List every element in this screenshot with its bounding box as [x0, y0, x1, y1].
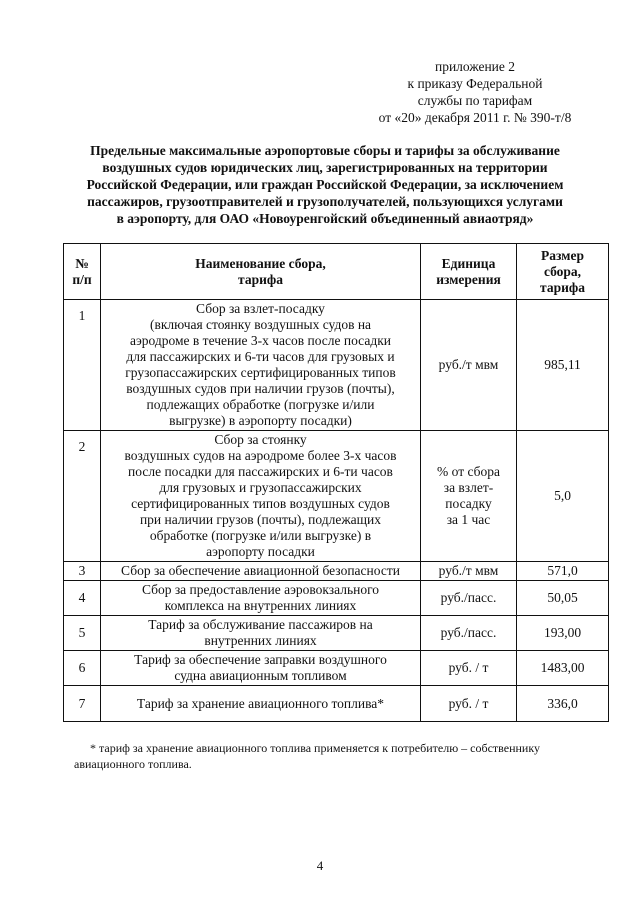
header-size: Размер сбора, тарифа	[517, 244, 609, 300]
row-unit: руб. / т	[421, 651, 517, 686]
title-line: Предельные максимальные аэропортовые сборы и тарифы за обслуживание	[90, 143, 560, 158]
row-value: 50,05	[517, 581, 609, 616]
row-number: 5	[64, 616, 101, 651]
appendix-line: приложение 2	[434, 59, 516, 74]
row-value: 193,00	[517, 616, 609, 651]
row-value: 1483,00	[517, 651, 609, 686]
table-row	[64, 431, 609, 562]
row-unit: руб. / т	[421, 686, 517, 722]
row-unit: руб./пасс.	[421, 581, 517, 616]
title-line: пассажиров, грузоотправителей и грузополучателей, пользующихся услугами	[87, 194, 563, 209]
row-number: 4	[64, 581, 101, 616]
row-number: 6	[64, 651, 101, 686]
row-unit: руб./т мвм	[421, 300, 517, 431]
row-name: Сбор за обеспечение авиационной безопасности	[101, 562, 421, 581]
title-line: Российской Федерации, или граждан Российской Федерации, за исключением	[86, 177, 564, 192]
row-value: 985,11	[517, 300, 609, 431]
footnote-line: * тариф за хранение авиационного топлива применяется к потребителю – собственнику	[90, 741, 541, 755]
row-name: Тариф за обеспечение заправки воздушного судна авиационным топливом	[101, 651, 421, 686]
row-unit: % от сбора за взлет- посадку за 1 час	[421, 431, 517, 562]
tariffs-table	[63, 243, 609, 722]
appendix-line: к приказу Федеральной	[407, 76, 543, 91]
table-row	[64, 562, 609, 581]
row-name: Тариф за хранение авиационного топлива*	[101, 686, 421, 722]
table-row	[64, 651, 609, 686]
table-row	[64, 686, 609, 722]
table-row	[64, 616, 609, 651]
title-line: воздушных судов юридических лиц, зарегистрированных на территории	[102, 160, 548, 175]
row-name: Сбор за взлет-посадку (включая стоянку воздушных судов на аэродроме в течение 3-х часов после посадки для пассажирских и 6-ти часов для грузовых и грузопассажирских сертифицированных типов воздушных судов при наличии грузов (почты), подлежащих обработке (погрузке и/или выгрузке) в аэропорту посадки)	[101, 300, 421, 431]
footnote-line: авиационного топлива.	[74, 757, 192, 771]
appendix-reference	[350, 58, 600, 126]
header-name: Наименование сбора, тарифа	[101, 244, 421, 300]
row-number: 2	[64, 431, 101, 562]
table-row	[64, 300, 609, 431]
table-row	[64, 581, 609, 616]
appendix-line: службы по тарифам	[417, 93, 533, 108]
footnote	[74, 740, 602, 772]
header-num: № п/п	[64, 244, 101, 300]
appendix-line: от «20» декабря 2011 г. № 390-т/8	[378, 110, 572, 125]
row-name: Сбор за стоянку воздушных судов на аэродроме более 3-х часов после посадки для пассажирских и 6-ти часов для грузовых и грузопассажирских сертифицированных типов воздушных судов при наличии грузов (почты), подлежащих обработке (погрузке и/или выгрузке) в аэропорту посадки	[101, 431, 421, 562]
row-name: Тариф за обслуживание пассажиров на внутренних линиях	[101, 616, 421, 651]
row-number: 3	[64, 562, 101, 581]
row-unit: руб./пасс.	[421, 616, 517, 651]
page-number: 4	[316, 858, 324, 873]
document-title	[60, 142, 590, 227]
row-number: 7	[64, 686, 101, 722]
row-value: 336,0	[517, 686, 609, 722]
row-unit: руб./т мвм	[421, 562, 517, 581]
row-value: 5,0	[517, 431, 609, 562]
row-number: 1	[64, 300, 101, 431]
header-unit: Единица измерения	[421, 244, 517, 300]
row-value: 571,0	[517, 562, 609, 581]
table-header-row	[64, 244, 609, 300]
title-line: в аэропорту, для ОАО «Новоуренгойский объединенный авиаотряд»	[116, 211, 534, 226]
row-name: Сбор за предоставление аэровокзального комплекса на внутренних линиях	[101, 581, 421, 616]
